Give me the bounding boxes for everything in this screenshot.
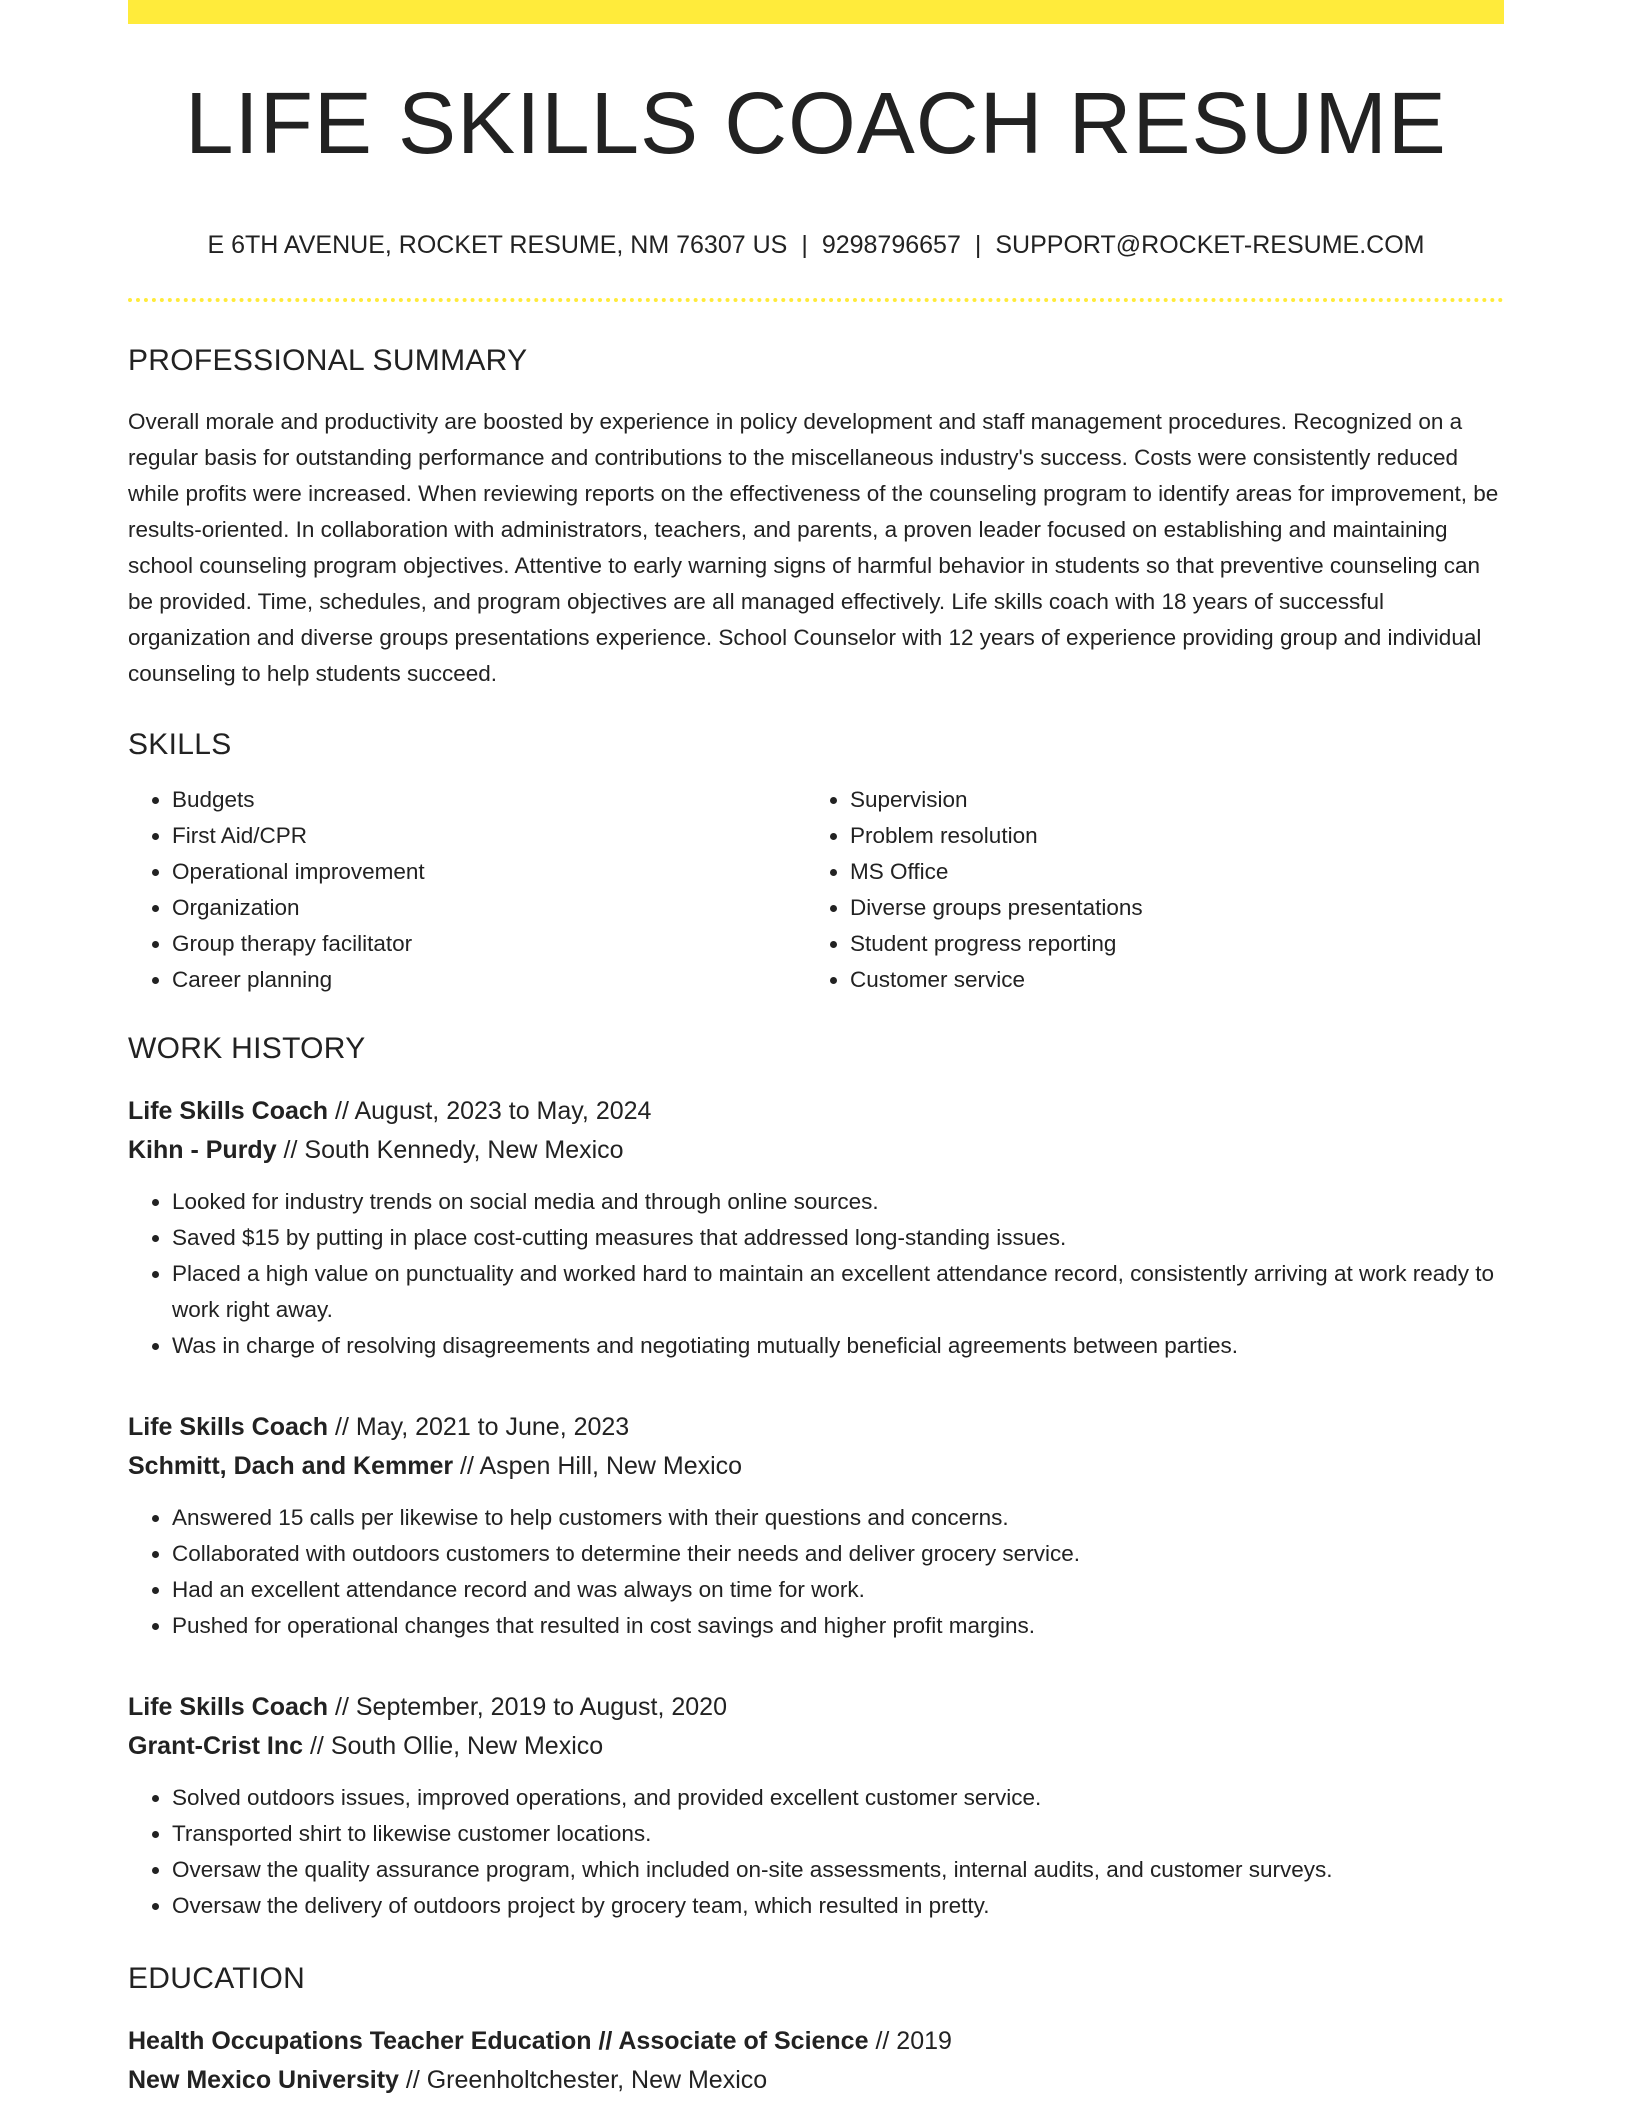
contact-email: SUPPORT@ROCKET-RESUME.COM	[995, 231, 1425, 259]
field-separator: //	[303, 1732, 331, 1760]
dotted-divider	[128, 298, 1504, 302]
education-location: Greenholtchester, New Mexico	[426, 2066, 768, 2094]
job-duty: • Solved outdoors issues, improved operations, and provided excellent customer service.	[172, 1780, 1504, 1816]
job-duty: • Had an excellent attendance record and was always on time for work.	[172, 1572, 1504, 1608]
job-company: Kihn - Purdy	[128, 1136, 277, 1164]
job-title: Life Skills Coach	[128, 1097, 329, 1125]
education-degree-line	[128, 2022, 1504, 2061]
job-duties	[128, 1780, 1504, 1924]
skill-item: • Budgets	[172, 782, 806, 818]
field-separator: //	[276, 1136, 305, 1164]
skills-column-right	[806, 782, 1504, 998]
education-year: 2019	[896, 2027, 952, 2055]
education-school: New Mexico University	[128, 2066, 399, 2094]
contact-phone: 9298796657	[821, 231, 961, 259]
job-company-line	[128, 1447, 1504, 1486]
skill-item: • Diverse groups presentations	[850, 890, 1504, 926]
education-school-line	[128, 2061, 1504, 2100]
field-separator: //	[453, 1452, 480, 1480]
job-duty: • Transported shirt to likewise customer locations.	[172, 1816, 1504, 1852]
job-title-line	[128, 1688, 1504, 1727]
skill-item: • Career planning	[172, 962, 806, 998]
resume-page	[128, 0, 1504, 2100]
job-company: Schmitt, Dach and Kemmer	[128, 1452, 454, 1480]
skill-item: • Operational improvement	[172, 854, 806, 890]
job-duty: • Was in charge of resolving disagreements and negotiating mutually beneficial agreements between parties.	[172, 1328, 1504, 1364]
skill-item: • First Aid/CPR	[172, 818, 806, 854]
contact-separator: |	[801, 231, 808, 259]
job-title: Life Skills Coach	[128, 1693, 329, 1721]
job-dates: August, 2023 to May, 2024	[354, 1097, 652, 1125]
work-history-heading: WORK HISTORY	[128, 1032, 366, 1065]
field-separator: //	[328, 1413, 356, 1441]
summary-text: Overall morale and productivity are boosted by experience in policy development and staff management procedures. Recognized on a regular basis for outstanding performance and contributions to the miscellaneous industry's success. Costs were consistently reduced while profits were increased. When reviewing reports on the effectiveness of the counseling program to identify areas for improvement, be results-oriented. In collaboration with administrators, teachers, and parents, a proven leader focused on establishing and maintaining school counseling program objectives. Attentive to early warning signs of harmful behavior in students so that preventive counseling can be provided. Time, schedules, and program objectives are all managed effectively. Life skills coach with 18 years of successful organization and diverse groups presentations experience. School Counselor with 12 years of experience providing group and individual counseling to help students succeed.	[128, 409, 1499, 686]
job-title-line	[128, 1092, 1504, 1131]
education-entry	[128, 2022, 1504, 2100]
job-location: South Ollie, New Mexico	[330, 1732, 604, 1760]
job-duty: • Answered 15 calls per likewise to help customers with their questions and concerns.	[172, 1500, 1504, 1536]
job-company-line	[128, 1727, 1504, 1766]
job-dates: May, 2021 to June, 2023	[355, 1413, 630, 1441]
job-duty: • Saved $15 by putting in place cost-cutting measures that addressed long-standing issues.	[172, 1220, 1504, 1256]
skills-list	[128, 782, 1504, 998]
job-dates: September, 2019 to August, 2020	[355, 1693, 727, 1721]
job-duty: • Oversaw the quality assurance program, which included on-site assessments, internal audits, and customer surveys.	[172, 1852, 1504, 1888]
field-separator: //	[398, 2066, 427, 2094]
job-title-line	[128, 1408, 1504, 1447]
job-duties	[128, 1184, 1504, 1364]
job-duty: • Collaborated with outdoors customers to determine their needs and deliver grocery service.	[172, 1536, 1504, 1572]
skill-item: • Student progress reporting	[850, 926, 1504, 962]
job-duty: • Placed a high value on punctuality and worked hard to maintain an excellent attendance record, consistently arriving at work ready to work right away.	[172, 1256, 1504, 1328]
skills-heading: SKILLS	[128, 728, 232, 761]
skill-item: • Problem resolution	[850, 818, 1504, 854]
job-duty: • Oversaw the delivery of outdoors project by grocery team, which resulted in pretty.	[172, 1888, 1504, 1924]
job-location: South Kennedy, New Mexico	[304, 1136, 624, 1164]
accent-bar	[128, 0, 1504, 24]
contact-address: E 6TH AVENUE, ROCKET RESUME, NM 76307 US	[207, 231, 788, 259]
contact-line	[128, 233, 1504, 258]
resume-title: LIFE SKILLS COACH RESUME	[185, 75, 1447, 172]
summary-heading: PROFESSIONAL SUMMARY	[128, 344, 528, 377]
job-entry	[128, 1092, 1504, 1364]
job-location: Aspen Hill, New Mexico	[479, 1452, 743, 1480]
job-duty: • Pushed for operational changes that resulted in cost savings and higher profit margins.	[172, 1608, 1504, 1644]
job-entry	[128, 1408, 1504, 1644]
skill-item: • MS Office	[850, 854, 1504, 890]
job-entry	[128, 1688, 1504, 1924]
job-company: Grant-Crist Inc	[128, 1732, 304, 1760]
skill-item: • Group therapy facilitator	[172, 926, 806, 962]
education-heading: EDUCATION	[128, 1962, 306, 1995]
field-separator: //	[328, 1097, 355, 1125]
field-separator: //	[328, 1693, 356, 1721]
skill-item: • Organization	[172, 890, 806, 926]
contact-separator: |	[974, 231, 982, 259]
job-duty: • Looked for industry trends on social media and through online sources.	[172, 1184, 1504, 1220]
job-title: Life Skills Coach	[128, 1413, 329, 1441]
job-company-line	[128, 1131, 1504, 1170]
skill-item: • Customer service	[850, 962, 1504, 998]
education-degree: Health Occupations Teacher Education // Associate of Science	[128, 2027, 869, 2055]
skills-column-left	[128, 782, 806, 998]
skill-item: • Supervision	[850, 782, 1504, 818]
job-duties	[128, 1500, 1504, 1644]
field-separator: //	[868, 2027, 897, 2055]
